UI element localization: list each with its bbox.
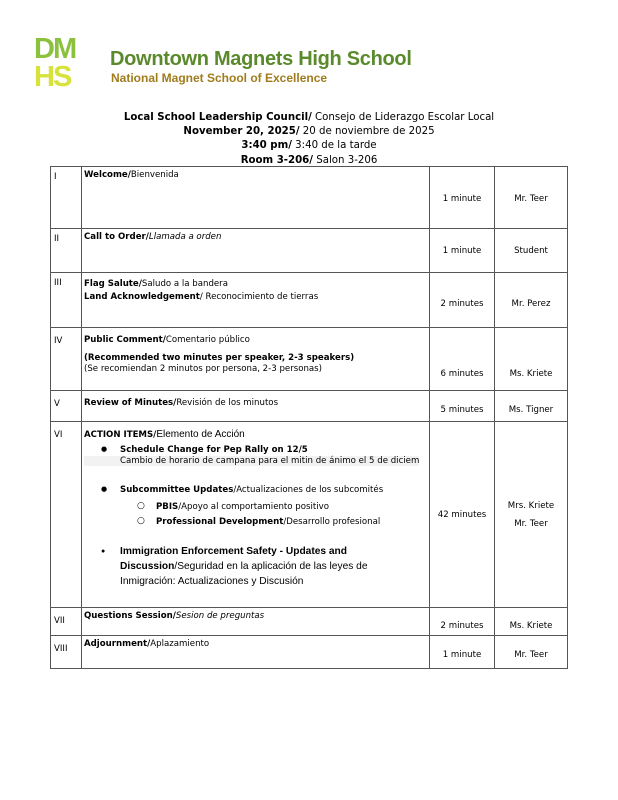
item-description <box>82 636 430 669</box>
sub-bullet-title: Professional Development <box>156 517 284 527</box>
item-description <box>82 391 430 422</box>
presenter-text: Mr. Perez <box>511 299 551 309</box>
item-presenter <box>495 328 568 391</box>
item-title: ACTION ITEMS/ <box>84 430 157 440</box>
item-number: IV <box>51 328 82 391</box>
item-title-es: Sesion de preguntas <box>175 611 265 621</box>
item-title: Questions Session/ <box>84 611 176 621</box>
item-number: II <box>51 229 82 273</box>
item-line-2: Land Acknowledgement <box>84 292 200 302</box>
table-row <box>51 167 568 229</box>
item-number: III <box>51 273 82 328</box>
sub-bullet-title-es: /Desarrollo profesional <box>283 517 381 527</box>
bullet-item <box>84 485 429 495</box>
item-title-es: Llamada a orden <box>148 232 222 242</box>
item-line-2-es: / Reconocimiento de tierras <box>199 292 319 302</box>
sub-bullet-item <box>84 502 429 512</box>
item-presenter <box>495 636 568 669</box>
logo-line-1: DM <box>34 33 76 65</box>
meeting-date <box>0 125 618 139</box>
duration-text: 1 minute <box>442 246 482 256</box>
title-en: Local School Leadership Council/ <box>123 112 312 123</box>
item-duration <box>430 167 495 229</box>
bullet-item <box>84 445 429 466</box>
bullet-title: Immigration Enforcement Safety - Updates and Discussion <box>120 546 347 572</box>
school-subtitle: National Magnet School of Excellence <box>111 71 328 85</box>
item-presenter <box>495 391 568 422</box>
item-description <box>82 273 430 328</box>
bullet-title: ● Schedule Change for Pep Rally on 12/5 <box>120 445 308 455</box>
bullet-title-es: /Actualizaciones de los subcomités <box>233 485 384 495</box>
bullet-title-es: /Seguridad en la aplicación de las leyes de Inmigración: Actualizaciones y Discusión <box>120 561 368 587</box>
item-presenter <box>495 608 568 636</box>
duration-text: 6 minutes <box>440 369 484 379</box>
duration-text: 2 minutes <box>440 299 484 309</box>
item-title-es: Revisión de los minutos <box>176 398 279 408</box>
item-description <box>82 229 430 273</box>
time-es: 3:40 de la tarde <box>291 140 377 152</box>
presenter-text: Mr. Teer <box>514 194 548 204</box>
duration-text: 1 minute <box>442 194 482 204</box>
room-en: Room 3-206/ <box>240 154 313 166</box>
presenter-text: Ms. Kriete <box>509 369 553 379</box>
item-title-es: Comentario público <box>165 335 250 345</box>
school-logo <box>34 35 96 97</box>
item-title-es: Bienvenida <box>130 170 179 180</box>
presenter-text: Student <box>514 246 548 256</box>
item-number: VIII <box>51 636 82 669</box>
meeting-title <box>0 111 618 125</box>
item-description <box>82 608 430 636</box>
item-presenter <box>495 229 568 273</box>
bullet-title: Subcommittee Updates <box>120 485 234 495</box>
item-line-3: (Se recomiendan 2 minutos por persona, 2-3 personas) <box>84 364 323 374</box>
school-name: Downtown Magnets High School <box>110 48 412 70</box>
item-presenter <box>495 422 568 608</box>
meeting-header <box>0 111 618 168</box>
presenter-text: Ms. Tigner <box>508 405 554 415</box>
item-description <box>82 167 430 229</box>
presenter-text: Mr. Teer <box>514 650 548 660</box>
date-es: 20 de noviembre de 2025 <box>299 126 435 138</box>
presenter-text: Ms. Kriete <box>509 621 553 631</box>
item-duration <box>430 273 495 328</box>
bullet-item <box>84 544 429 589</box>
item-title: Flag Salute/ <box>84 279 142 289</box>
item-description <box>82 328 430 391</box>
duration-text: 2 minutes <box>440 621 484 631</box>
item-description <box>82 422 430 608</box>
presenter-text: Mr. Teer <box>514 518 548 529</box>
table-row <box>51 229 568 273</box>
item-number: VII <box>51 608 82 636</box>
room-es: Salon 3-206 <box>313 154 378 166</box>
item-line-2: (Recommended two minutes per speaker, 2-3 speakers) <box>84 353 355 363</box>
item-title-es: Saludo a la bandera <box>141 279 228 289</box>
item-duration <box>430 229 495 273</box>
title-es: Consejo de Liderazgo Escolar Local <box>311 112 495 123</box>
item-presenter <box>495 273 568 328</box>
duration-text: 42 minutes <box>437 509 487 520</box>
duration-text: 5 minutes <box>440 405 484 415</box>
time-en: 3:40 pm/ <box>241 140 292 152</box>
item-title: Review of Minutes/ <box>84 398 177 408</box>
table-row <box>51 422 568 608</box>
table-row <box>51 273 568 328</box>
item-title: Call to Order/ <box>84 232 149 242</box>
agenda-table <box>50 166 568 669</box>
sub-bullet-title: PBIS <box>156 502 179 512</box>
item-title-es: Aplazamiento <box>150 639 210 649</box>
table-row <box>51 391 568 422</box>
item-title: Public Comment/ <box>84 335 166 345</box>
bullet-title-es: Cambio de horario de campana para el mitin de ánimo el 5 de diciem <box>84 456 419 466</box>
table-row <box>51 328 568 391</box>
item-presenter <box>495 167 568 229</box>
item-number: V <box>51 391 82 422</box>
item-number: VI <box>51 422 82 608</box>
duration-text: 1 minute <box>442 650 482 660</box>
sub-bullet-item <box>84 517 429 527</box>
item-duration <box>430 636 495 669</box>
presenter-text: Mrs. Kriete <box>507 500 555 511</box>
item-number: I <box>51 167 82 229</box>
item-duration <box>430 422 495 608</box>
sub-bullet-title-es: /Apoyo al comportamiento positivo <box>178 502 329 512</box>
item-duration <box>430 608 495 636</box>
item-duration <box>430 328 495 391</box>
logo-line-2: HS <box>34 61 71 93</box>
item-title: Welcome/ <box>84 170 131 180</box>
item-title: Adjournment/ <box>84 639 151 649</box>
table-row <box>51 608 568 636</box>
meeting-time <box>0 139 618 153</box>
item-duration <box>430 391 495 422</box>
date-en: November 20, 2025/ <box>183 126 300 138</box>
table-row <box>51 636 568 669</box>
item-title-es: Elemento de Acción <box>156 429 245 440</box>
